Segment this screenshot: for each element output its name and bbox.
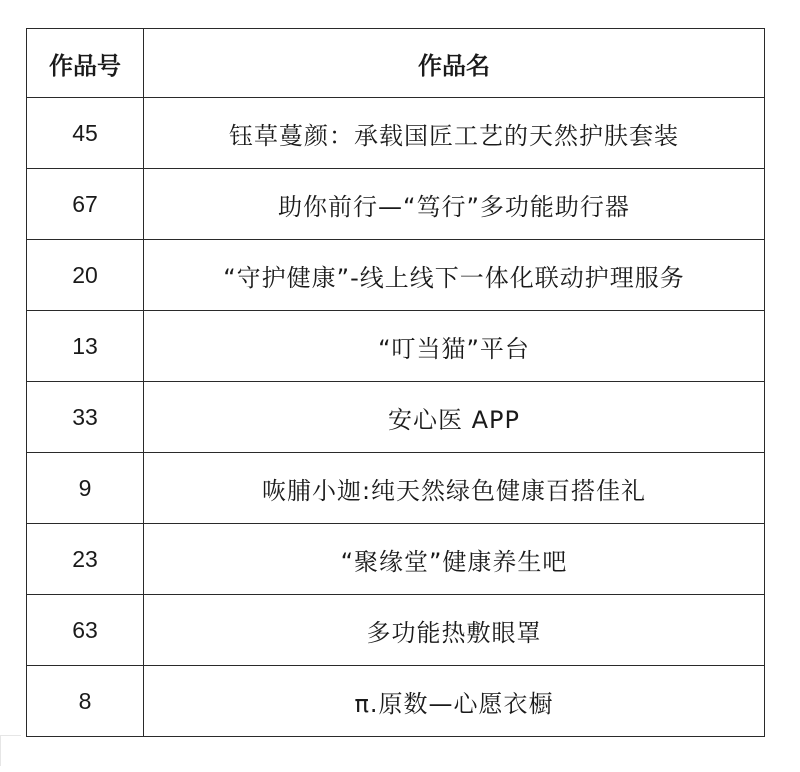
table-row — [27, 169, 765, 240]
work-name-cell: “叮当猫”平台 — [144, 311, 765, 382]
work-number-cell: 8 — [27, 666, 144, 737]
page-corner-mark — [0, 735, 21, 766]
table-row — [27, 453, 765, 524]
work-number-cell: 23 — [27, 524, 144, 595]
table-row — [27, 98, 765, 169]
work-name-cell: 助你前行—“笃行”多功能助行器 — [144, 169, 765, 240]
table-row — [27, 595, 765, 666]
works-table — [26, 28, 765, 737]
work-name-cell: “聚缘堂”健康养生吧 — [144, 524, 765, 595]
work-number-cell: 20 — [27, 240, 144, 311]
works-table-container — [26, 28, 764, 737]
work-number-cell: 9 — [27, 453, 144, 524]
work-name-cell: 咴脯小迦:纯天然绿色健康百搭佳礼 — [144, 453, 765, 524]
work-number-cell: 13 — [27, 311, 144, 382]
header-work-name: 作品名 — [144, 29, 765, 98]
work-name-cell: 钰草蔓颜：承载国匠工艺的天然护肤套装 — [144, 98, 765, 169]
work-name-cell: 多功能热敷眼罩 — [144, 595, 765, 666]
work-number-cell: 33 — [27, 382, 144, 453]
work-name-cell: π.原数—心愿衣橱 — [144, 666, 765, 737]
table-row — [27, 311, 765, 382]
work-number-cell: 63 — [27, 595, 144, 666]
work-name-cell: 安心医 APP — [144, 382, 765, 453]
table-row — [27, 240, 765, 311]
table-row — [27, 382, 765, 453]
table-row — [27, 524, 765, 595]
table-header-row — [27, 29, 765, 98]
table-row — [27, 666, 765, 737]
work-number-cell: 45 — [27, 98, 144, 169]
header-work-number: 作品号 — [27, 29, 144, 98]
work-name-cell: “守护健康”-线上线下一体化联动护理服务 — [144, 240, 765, 311]
work-number-cell: 67 — [27, 169, 144, 240]
